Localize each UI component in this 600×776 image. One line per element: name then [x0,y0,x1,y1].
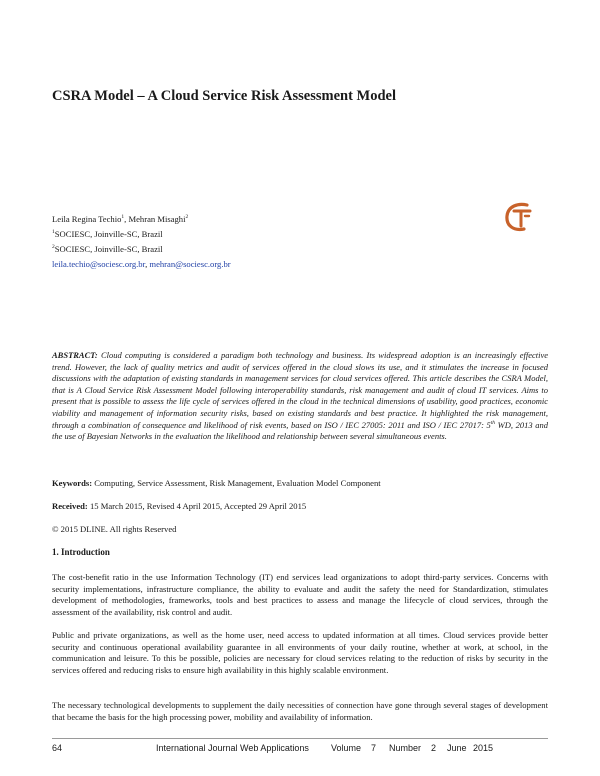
paragraph-1: The cost-benefit ratio in the use Information Technology (IT) end services lead organizations to adopt third-party services. Concerns with security implementations, infrastructure compliance, the ability to evaluate and audit the safety the need for Standardization, stimulates development of methodologies, frameworks, tools and best practices to assess and manage the lifecycle of cloud services, through the assessment of the availability, risk control and audit. [52,572,548,617]
keywords-text: Computing, Service Assessment, Risk Management, Evaluation Model Component [92,478,381,488]
affiliation-2-text: SOCIESC, Joinville-SC, Brazil [54,244,163,254]
author-1: Leila Regina Techio [52,214,122,224]
received-dates [52,501,306,511]
abstract [52,350,548,443]
email-link-2[interactable]: mehran@sociesc.org.br [149,259,231,269]
affiliation-1-mark: 1 [52,229,55,236]
paragraph-2: Public and private organizations, as well as the home user, need access to updated information at all times. Cloud services provide better security and continuous operational availability guarantee in all environments of your daily routine, whether at work, at school, in the communication and leisure. To this be possible, policies are necessary for cloud services relating to the reduction of risks by security in the services offered and reducing risks to ensure high availability in this highly scalable environment. [52,630,548,675]
paper-title: CSRA Model – A Cloud Service Risk Assessment Model [52,88,396,104]
keywords-label: Keywords: [52,478,93,488]
author-line [52,212,352,227]
keywords [52,478,381,488]
author-1-affil-mark: 1 [121,214,125,221]
publisher-logo-icon [504,202,532,232]
volume-label: Volume [331,743,362,753]
abstract-text: Cloud computing is considered a paradigm both technology and business. Its widespread adoption is an increasingly effective trend. However, the lack of quality metrics and audit of services offered in the cloud slows its use, and it stimulates the increase in focused discussions with the adaptation of existing standards in management services for cloud services offered. This article describes the CSRA Model, that is A Cloud Service Risk Assessment Model following interoperability standards, risk management and audit of cloud IT services. Aims to present that is possible to assess the life cycle of services offered in the cloud in the technical dimensions of usability, good practices, economic viability and management of information security risks, based on existing standards and best practice. It highlighted the risk management, through a combination of consequence and likelihood of risk events, based on ISO / IEC 27005: 2011 and ISO / IEC 27017: 5 [52,350,549,430]
abstract-text-end: WD, 2013 and the use of Bayesian Networks in the evaluation the likelihood and relationship between several simultaneous events. [52,419,548,442]
page-number: 64 [52,743,63,753]
affiliation-1-text: SOCIESC, Joinville-SC, Brazil [54,229,163,239]
number-value: 2 [431,743,437,753]
footer-divider [52,738,548,739]
email-line [52,257,352,272]
email-link-1[interactable]: leila.techio@sociesc.org.br [52,259,146,269]
affiliation-1 [52,227,352,242]
paragraph-3: The necessary technological developments to supplement the daily necessities of connection have gone through several stages of development that became the basis for the high processing power, mobility and availability of information. [52,700,548,722]
volume-value: 7 [371,743,377,753]
affiliation-2-mark: 2 [52,244,55,251]
author-separator: , [124,214,129,224]
journal-name: International Journal Web Applications [156,743,309,753]
abstract-label: ABSTRACT: [52,350,98,360]
received-label: Received: [52,501,88,511]
issue-month: June [447,743,467,753]
author-block [52,212,352,272]
abstract-superscript: th [490,419,496,426]
affiliation-2 [52,242,352,257]
copyright: © 2015 DLINE. All rights Reserved [52,524,177,534]
author-2: Mehran Misaghi [128,214,186,224]
number-label: Number [389,743,422,753]
email-separator: , [145,259,150,269]
issue-year: 2015 [473,743,494,753]
received-text: 15 March 2015, Revised 4 April 2015, Accepted 29 April 2015 [87,501,307,511]
author-2-affil-mark: 2 [185,214,189,221]
section-heading: 1. Introduction [52,547,110,557]
